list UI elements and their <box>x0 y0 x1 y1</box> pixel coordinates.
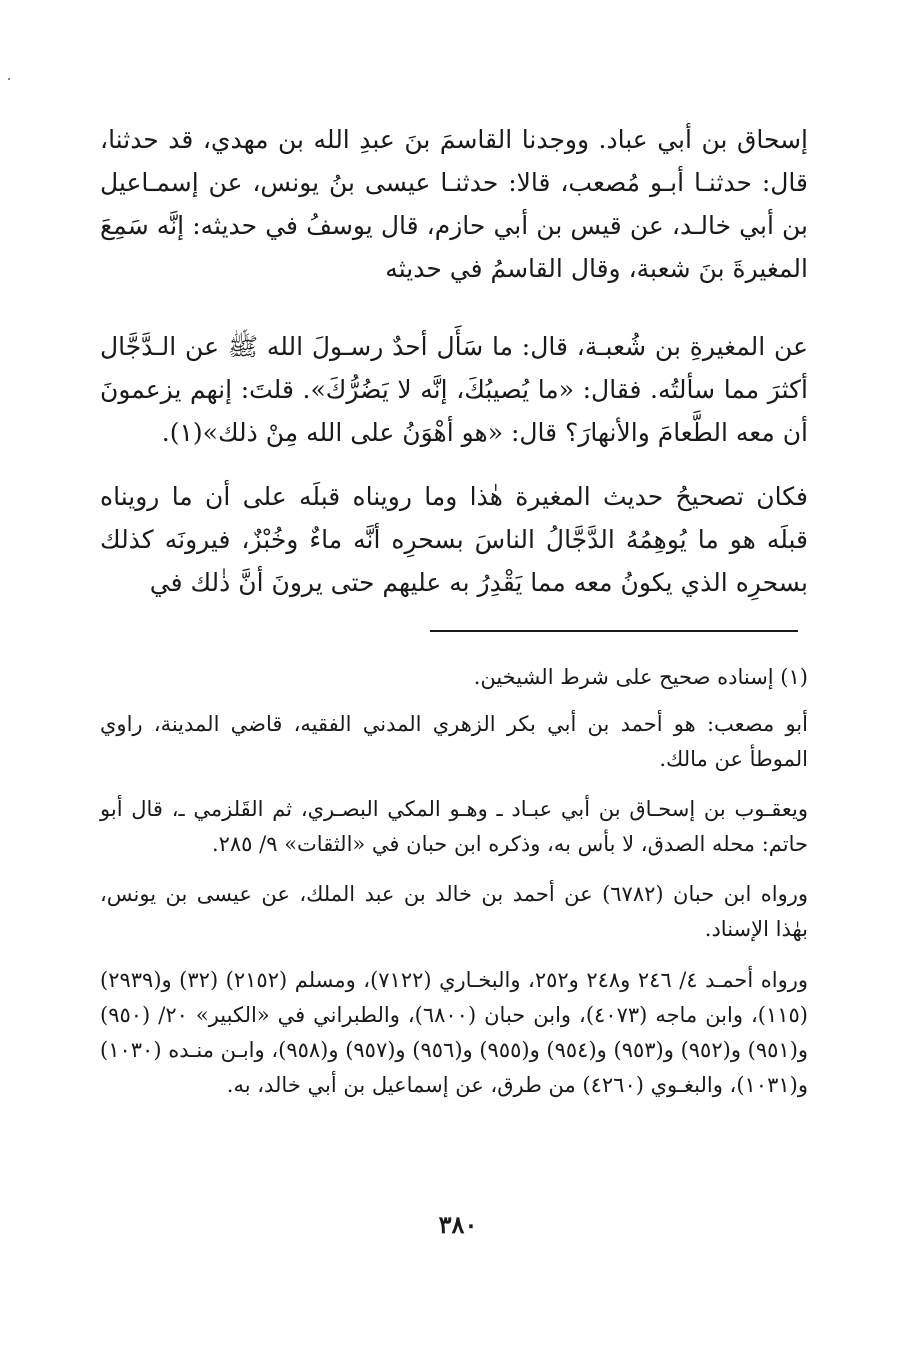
main-paragraph-2 <box>100 325 808 454</box>
footnote-text: (١) إسناده صحيح على شرط الشيخين. <box>473 665 808 689</box>
paragraph-text: إسحاق بن أبي عباد. ووجدنا القاسمَ بنَ عبدِ الله بن مهدي، قد حدثنا، قال: حدثنـا أبـو مُصعب، قالا: حدثنـا عيسى بنُ يونس، عن إسمـاعيل بن أبي خالـد، عن قيس بن أبي حازم، قال يوسفُ في حديثه: إنَّه سَمِعَ المغيرةَ بنَ شعبة، وقال القاسمُ في حديثه <box>100 125 808 283</box>
paragraph-text: عن المغيرةِ بن شُعبـة، قال: ما سَأَل أحدٌ رسـولَ الله ﷺ عن الـدَّجَّال أكثرَ مما سألتُه. فقال: «ما يُصيبُكَ، إنَّه لا يَضُرُّكَ». قلتَ: إنهم يزعمونَ أن معه الطَّعامَ والأنهارَ؟ قال: «هو أهْوَنُ على الله مِنْ ذلك»(١). <box>100 332 808 447</box>
paragraph-text: فكان تصحيحُ حديث المغيرة هٰذا وما رويناه قبلَه على أن ما رويناه قبلَه هو ما يُوهِمُهُ الدَّجَّالُ الناسَ بسحرِه أنَّه ماءٌ وخُبْزٌ، فيرونَه كذلك بسحرِه الذي يكونُ معه مما يَقْدِرُ به عليهم حتى يرونَ أنَّ ذٰلك في <box>100 482 808 597</box>
main-paragraph-1 <box>100 118 808 290</box>
main-paragraph-3 <box>100 475 808 604</box>
footnote-4 <box>100 877 808 947</box>
footnote-separator <box>430 630 798 632</box>
footnote-2 <box>100 707 808 777</box>
page-number: ٣٨٠ <box>438 1210 478 1239</box>
footnote-text: ويعقـوب بن إسحـاق بن أبي عبـاد ـ وهـو المكي البصـري، ثم القَلزمي ـ، قال أبو حاتم: محله الصدق، لا بأس به، وذكره ابن حبان في «الثقات» ٩/ ٢٨٥. <box>100 797 808 856</box>
footnote-text: ورواه ابن حبان (٦٧٨٢) عن أحمد بن خالد بن عبد الملك، عن عيسى بن يونس، بهٰذا الإسناد. <box>100 882 808 941</box>
footnote-text: أبو مصعب: هو أحمد بن أبي بكر الزهري المدني الفقيه، قاضي المدينة، راوي الموطأ عن مالك. <box>100 712 808 771</box>
footnote-text: ورواه أحمـد ٤/ ٢٤٦ و٢٤٨ و٢٥٢، والبخـاري (٧١٢٢)، ومسلم (٢١٥٢) (٣٢) و(٢٩٣٩) (١١٥)، وابن ماجه (٤٠٧٣)، وابن حبان (٦٨٠٠)، والطبراني في «الكبير» ٢٠/ (٩٥٠) و(٩٥١) و(٩٥٢) و(٩٥٣) و(٩٥٤) و(٩٥٥) و(٩٥٦) و(٩٥٧) و(٩٥٨)، وابـن منـده (١٠٣٠) و(١٠٣١)، والبغـوي (٤٢٦٠) من طرق، عن إسماعيل بن أبي خالد، به. <box>100 968 809 1097</box>
footnote-5 <box>100 963 808 1103</box>
footnote-3 <box>100 792 808 862</box>
footnote-1 <box>100 660 808 695</box>
scan-speck <box>8 78 10 80</box>
